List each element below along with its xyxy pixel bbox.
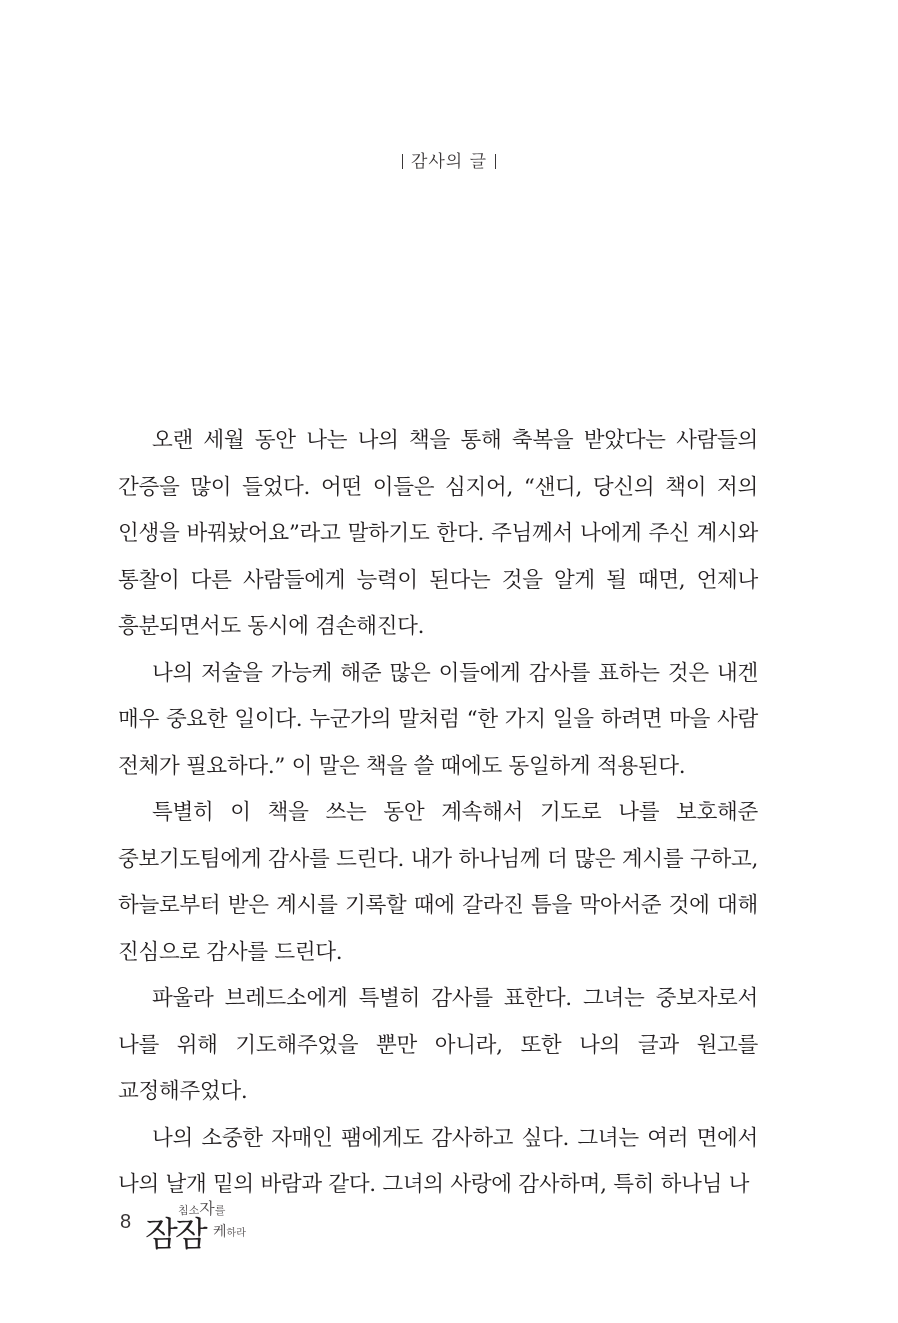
header-divider-left [402, 154, 403, 169]
paragraph: 파울라 브레드소에게 특별히 감사를 표한다. 그녀는 중보자로서 나를 위해 기도해주었을 뿐만 아니라, 또한 나의 글과 원고를 교정해주었다. [118, 986, 758, 1104]
logo-suffix-part-a: 케 [213, 1224, 227, 1240]
paragraph: 나의 저술을 가능케 해준 많은 이들에게 감사를 표하는 것은 내겐 매우 중요한 일이다. 누군가의 말처럼 “한 가지 일을 하려면 마을 사람 전체가 필요하다.” 이 말은 책을 쓸 때에도 동일하게 적용된다. [118, 660, 758, 779]
logo-top-part-a: 침소 [178, 1204, 200, 1217]
page-number: 8 [120, 1211, 132, 1233]
paragraph: 나의 소중한 자매인 팸에게도 감사하고 싶다. 그녀는 여러 면에서 나의 날개 밑의 바람과 같다. 그녀의 사랑에 감사하며, 특히 하나님 나 [118, 1125, 758, 1197]
paragraph: 오랜 세월 동안 나는 나의 책을 통해 축복을 받았다는 사람들의 간증을 많이 들었다. 어떤 이들은 심지어, “샌디, 당신의 책이 저의 인생을 바꿔놨어요”라고 말하기도 한다. 주님께서 나에게 주신 계시와 통찰이 다른 사람들에게 능력이 된다는 것을 알게 될 때면, 언제나 흥분되면서도 동시에 겸손해진다. [118, 428, 758, 639]
header-divider-right [495, 154, 496, 169]
book-logo-suffix [213, 1221, 246, 1241]
logo-suffix-part-b: 하라 [226, 1228, 246, 1239]
page-footer [120, 1196, 340, 1256]
paragraph: 특별히 이 책을 쓰는 동안 계속해서 기도로 나를 보호해준 중보기도팀에게 감사를 드린다. 내가 하나님께 더 많은 계시를 구하고, 하늘로부터 받은 계시를 기록할 때에 갈라진 틈을 막아서준 것에 대해 진심으로 감사를 드린다. [118, 800, 758, 965]
running-header [0, 147, 898, 172]
logo-top-part-c: 를 [214, 1204, 226, 1217]
logo-top-part-b: 자 [199, 1199, 215, 1218]
book-logo-main: 잠잠 [145, 1215, 205, 1255]
header-title: 감사의 글 [410, 152, 488, 172]
body-text [118, 418, 758, 1209]
